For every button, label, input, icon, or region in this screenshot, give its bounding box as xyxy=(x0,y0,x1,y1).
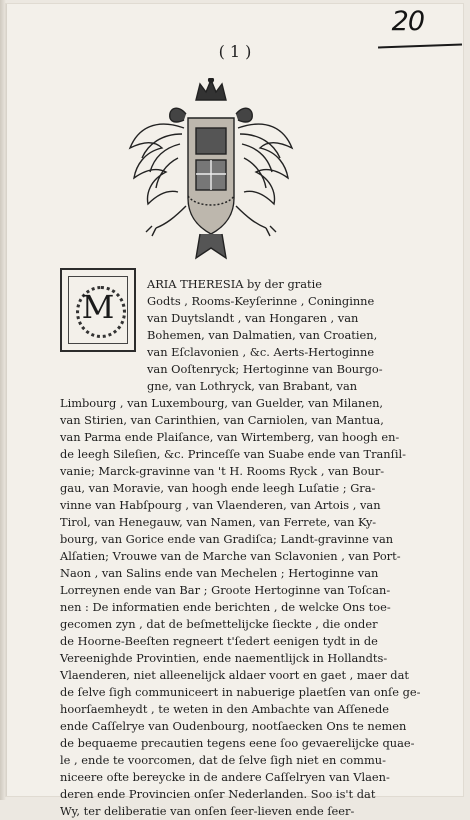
coat-of-arms-eagle-icon xyxy=(126,78,296,273)
text-line: Alſatien; Vrouwe van de Marche van Sclavonien , van Port- xyxy=(60,549,401,563)
text-line: le , ende te voorcomen, dat de ſelve ſigh niet en commu- xyxy=(60,753,386,767)
handwritten-folio-number: 20 xyxy=(391,6,424,37)
text-line: gne, van Lothryck, van Brabant, van xyxy=(147,379,358,393)
text-line: ARIA THERESIA by der gratie xyxy=(147,277,322,291)
text-line: de leegh Sileſien, &c. Princeſſe van Suabe ende van Tranſil- xyxy=(60,447,406,461)
decorated-initial xyxy=(60,268,136,352)
text-line: bourg, van Gorice ende van Gradiſca; Landt-gravinne van xyxy=(60,532,394,546)
text-line: Naon , van Salins ende van Mechelen ; Hertoginne van xyxy=(60,566,379,580)
text-line: de bequaeme precautien tegens eene ſoo gevaerelijcke quae- xyxy=(60,736,415,750)
text-line: Lorreynen ende van Bar ; Groote Hertoginne van Toſcan- xyxy=(60,583,391,597)
page-number: ( 1 ) xyxy=(218,42,252,61)
text-line: de Hoorne-Beeſten regneert t'ſedert eenigen tydt in de xyxy=(60,634,378,648)
text-line: Tirol, van Henegauw, van Namen, van Ferrete, van Ky- xyxy=(60,515,377,529)
text-line: Bohemen, van Dalmatien, van Croatien, xyxy=(147,328,378,342)
text-line: Limbourg , van Luxembourg, van Guelder, van Milanen, xyxy=(60,396,384,410)
text-line: Vlaenderen, niet alleenelijck aldaer voort en gaet , maer dat xyxy=(60,668,409,682)
text-line: niceere ofte bereycke in de andere Caſſelryen van Vlaen- xyxy=(60,770,390,784)
text-line: deren ende Provincien onſer Nederlanden. Soo is't dat xyxy=(60,787,376,801)
text-line: Godts , Rooms-Keyſerinne , Coninginne xyxy=(147,294,375,308)
text-line: ende Caſſelrye van Oudenbourg, nootſaecken Ons te nemen xyxy=(60,719,407,733)
text-line: gau, van Moravie, van hoogh ende leegh Luſatie ; Gra- xyxy=(60,481,376,495)
text-line: van Ooſtenryck; Hertoginne van Bourgo- xyxy=(147,362,383,376)
text-line: vinne van Habſpourg , van Vlaenderen, van Artois , van xyxy=(60,498,381,512)
initial-letter: M xyxy=(81,288,115,326)
text-line: van Duytslandt , van Hongaren , van xyxy=(147,311,359,325)
text-line: vanie; Marck-gravinne van 't H. Rooms Ryck , van Bour- xyxy=(60,464,385,478)
text-line: gecomen zyn , dat de beſmettelijcke ſieckte , die onder xyxy=(60,617,378,631)
text-line: van Parma ende Plaiſance, van Wirtemberg, van hoogh en- xyxy=(60,430,400,444)
text-line: van Stirien, van Carinthien, van Carniolen, van Mantua, xyxy=(60,413,384,427)
text-line: de ſelve ſigh communiceert in nabuerige plaetſen van onſe ge- xyxy=(60,685,421,699)
text-line: hoorſaemheydt , te weten in den Ambachte van Aſſenede xyxy=(60,702,390,716)
text-line: Vereenighde Provintien, ende naementlijck in Hollandts- xyxy=(60,651,388,665)
text-line: nen : De informatien ende berichten , de welcke Ons toe- xyxy=(60,600,391,614)
text-line: Wy, ter deliberatie van onſen ſeer-lieven ende ſeer- xyxy=(60,804,355,818)
text-line: van Eſclavonien , &c. Aerts-Hertoginne xyxy=(147,345,375,359)
